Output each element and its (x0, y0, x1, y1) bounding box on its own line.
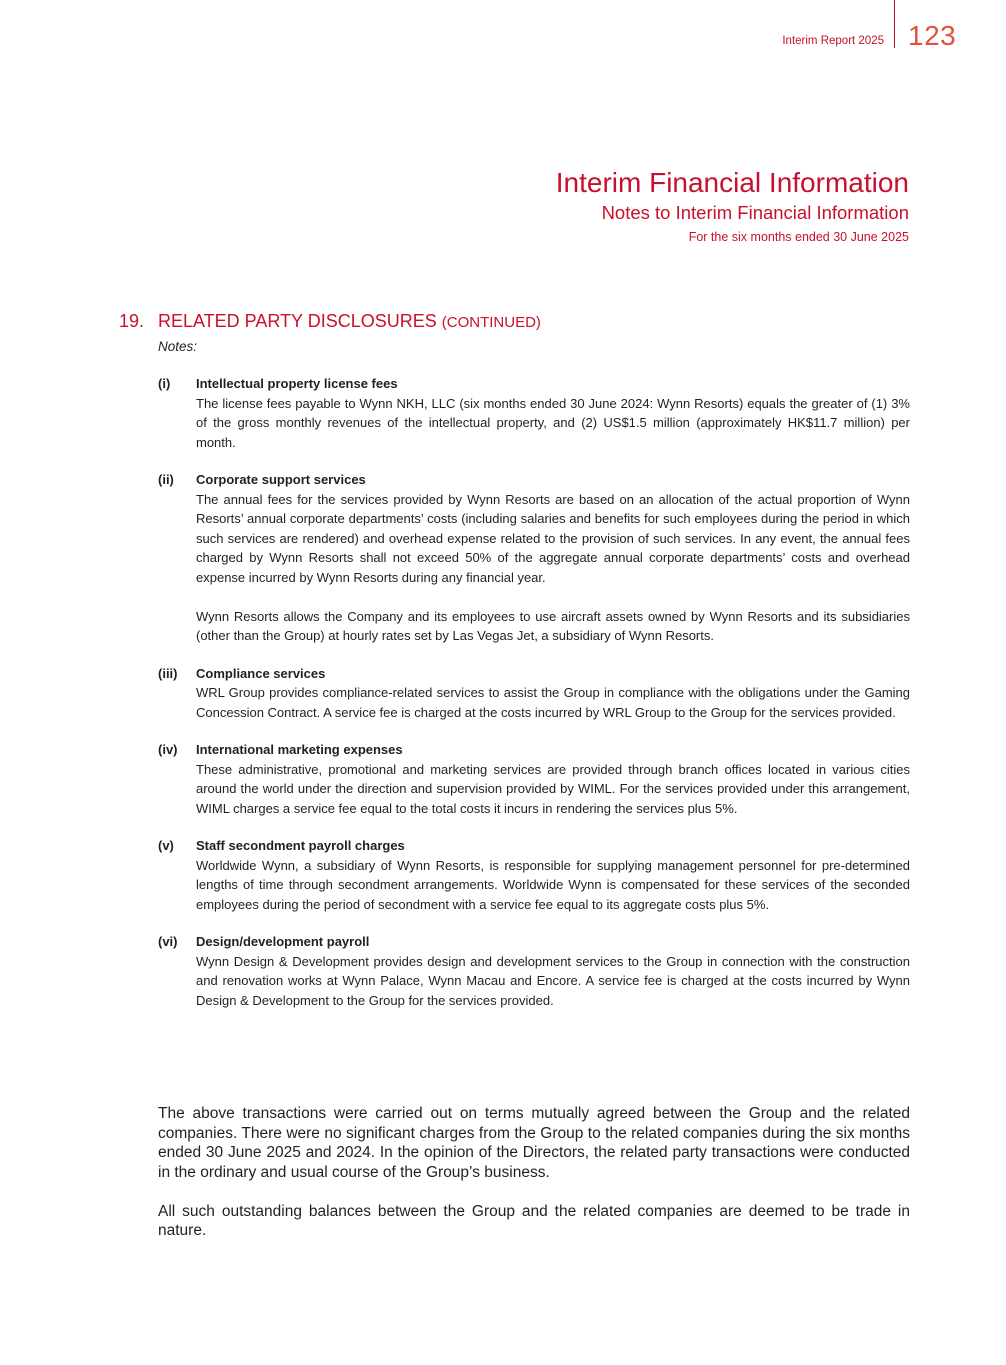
note-body (196, 374, 910, 452)
note-marker: (iv) (158, 742, 178, 757)
note-item (158, 664, 910, 723)
section-heading (119, 311, 541, 332)
note-title: Staff secondment payroll charges (196, 838, 405, 853)
note-marker: (v) (158, 838, 174, 853)
reporting-period: For the six months ended 30 June 2025 (688, 230, 909, 244)
closing-section (158, 1104, 910, 1260)
page-header (0, 0, 1006, 60)
note-item (158, 836, 910, 914)
closing-paragraph: The above transactions were carried out on terms mutually agreed between the Group and the related companies. There were no significant charges from the Group to the related companies during the six months ended 30 June 2025 and 2024. In the opinion of the Directors, the related party transactions were conducted in the ordinary and usual course of the Group’s business. (158, 1105, 910, 1181)
page-number: 123 (908, 20, 957, 51)
note-item (158, 932, 910, 1010)
note-title: Compliance services (196, 665, 326, 681)
note-body (196, 740, 910, 818)
note-body (196, 664, 910, 723)
section-title: RELATED PARTY DISCLOSURES (158, 311, 437, 331)
note-item (158, 470, 910, 646)
note-paragraph: WRL Group provides compliance-related services to assist the Group in compliance with the obligations under the Gaming Concession Contract. A service fee is charged at the costs incurred by WRL Group to the Group for the services provided. (196, 685, 910, 720)
notes-list (158, 374, 910, 1028)
note-title: Corporate support services (196, 472, 366, 487)
section-continued: (CONTINUED) (441, 314, 541, 331)
note-body (196, 932, 910, 1010)
notes-label: Notes: (158, 339, 198, 354)
note-title: International marketing expenses (196, 742, 403, 757)
note-paragraph: Wynn Resorts allows the Company and its employees to use aircraft assets owned by Wynn Resorts and its subsidiaries (other than the Group) at hourly rates set by Las Vegas Jet, a subsidiary of Wynn Resorts. (196, 608, 910, 643)
note-title: Design/development payroll (196, 934, 370, 949)
note-body (196, 470, 910, 646)
note-item (158, 374, 910, 452)
note-title: Intellectual property license fees (196, 376, 398, 391)
note-paragraph: Wynn Design & Development provides design and development services to the Group in connection with the construction and renovation works at Wynn Palace, Wynn Macau and Encore. A service fee is charged at the costs incurred by Wynn Design & Development to the Group for the services provided. (196, 953, 910, 1008)
note-body (196, 836, 910, 914)
section-number: 19. (119, 311, 145, 331)
report-label: Interim Report 2025 (782, 35, 884, 47)
page-title: Interim Financial Information (555, 167, 909, 198)
note-item (158, 740, 910, 818)
note-marker: (i) (158, 376, 171, 391)
header-divider (894, 0, 895, 48)
note-marker: (iii) (158, 665, 178, 681)
title-block (556, 166, 909, 248)
note-paragraph: The annual fees for the services provided by Wynn Resorts are based on an allocation of the actual proportion of Wynn Resorts’ annual corporate departments’ costs (including salaries and benefits for such employees during the period in which such services are rendered) and overhead expense related to the provision of such services. In any event, the annual fees charged by Wynn Resorts shall not exceed 50% of the aggregate annual corporate departments’ costs and overhead expense incurred by Wynn Resorts during any financial year. (196, 491, 910, 585)
note-paragraph: Worldwide Wynn, a subsidiary of Wynn Resorts, is responsible for supplying management personnel for pre-determined lengths of time through secondment arrangements. Worldwide Wynn is compensated for these services of the seconded employees during the period of secondment with a service fee equal to its aggregate costs plus 5%. (196, 857, 910, 912)
note-marker: (ii) (158, 472, 174, 487)
page-subtitle: Notes to Interim Financial Information (601, 202, 909, 223)
note-paragraph: These administrative, promotional and marketing services are provided through branch offices located in various cities around the world under the direction and supervision provided by WIML. For the services provided under this arrangement, WIML charges a service fee equal to the total costs it incurs in rendering the services plus 5%. (196, 761, 910, 816)
note-marker: (vi) (158, 934, 178, 949)
closing-paragraph: All such outstanding balances between the Group and the related companies are deemed to be trade in nature. (158, 1202, 910, 1239)
note-paragraph: The license fees payable to Wynn NKH, LLC (six months ended 30 June 2024: Wynn Resorts) equals the greater of (1) 3% of the gross monthly revenues of the intellectual property, and (2) US$1.5 million (approximately HK$11.7 million) per month. (196, 395, 910, 450)
